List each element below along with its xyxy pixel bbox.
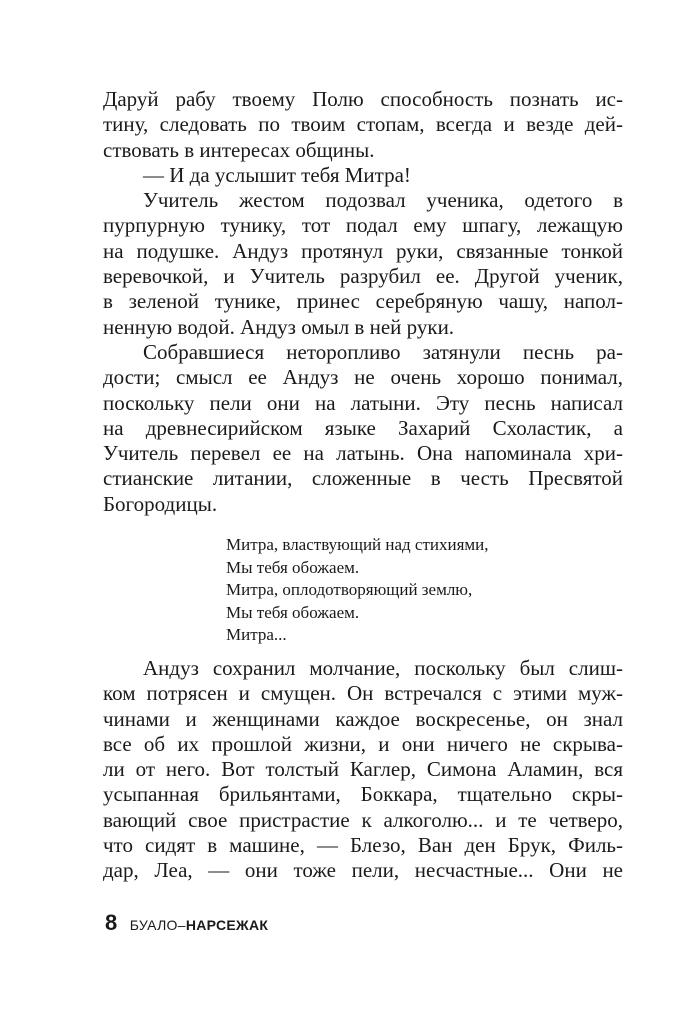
author-name-second: НАРСЕЖАК — [185, 917, 269, 933]
text-line: — И да услышит тебя Митра! — [143, 162, 411, 187]
text-line: дости; смысл ее Андуз не очень хорошо понимал, — [103, 365, 623, 390]
text-line: ствовать в интересах общины. — [103, 137, 375, 162]
text-line: чинами и женщинами каждое воскресенье, он знал — [103, 706, 623, 731]
text-line: в зеленой тунике, принес серебряную чашу, напол- — [103, 289, 623, 314]
text-line: Богородицы. — [103, 491, 218, 516]
text-line: Даруй рабу твоему Полю способность познать ис- — [103, 87, 623, 111]
main-text-top — [103, 87, 623, 517]
text-line: веревочкой, и Учитель разрубил ее. Другой ученик, — [103, 264, 623, 289]
poem-line: Мы тебя обожаем. — [226, 557, 360, 577]
poem-line: Мы тебя обожаем. — [226, 602, 360, 622]
poem-line: Митра... — [226, 625, 287, 644]
text-line: Учитель жестом подозвал ученика, одетого в — [143, 188, 623, 213]
text-line: поскольку пели они на латыни. Эту песнь написал — [103, 390, 623, 415]
poem-block — [226, 534, 556, 647]
page-number: 8 — [105, 910, 118, 935]
text-line: Собравшиеся неторопливо затянули песнь ра- — [143, 339, 623, 364]
text-line: на древнесирийском языке Захарий Схоластик, а — [103, 415, 623, 440]
text-line: ли от него. Вот толстый Каглер, Симона Аламин, вся — [103, 757, 623, 782]
text-line: Учитель перевел ее на латынь. Она напоминала хри- — [103, 441, 623, 466]
text-line: на подушке. Андуз протянул руки, связанные тонкой — [103, 238, 623, 263]
text-line: пурпурную тунику, тот подал ему шпагу, лежащую — [103, 213, 623, 238]
text-line: ком потрясен и смущен. Он встречался с этими муж- — [103, 681, 623, 706]
text-line: тину, следовать по твоим стопам, всегда и везде дей- — [103, 112, 623, 137]
text-line: дар, Леа, — они тоже пели, несчастные... Они не — [103, 858, 623, 883]
main-text-bottom — [103, 656, 623, 884]
author-name-first: БУАЛО– — [129, 917, 186, 933]
page-footer — [105, 910, 268, 936]
text-line: что сидят в машине, — Блезо, Ван ден Брук, Филь- — [103, 833, 623, 858]
text-line: усыпанная брильянтами, Боккара, тщательно скры- — [103, 782, 623, 807]
text-line: вающий свое пристрастие к алкоголю... и те четверо, — [103, 807, 623, 832]
poem-line: Митра, оплодотворяющий землю, — [226, 580, 473, 599]
text-line: все об их прошлой жизни, и они ничего не скрыва- — [103, 731, 623, 756]
text-line: стианские литании, сложенные в честь Пресвятой — [103, 466, 623, 491]
poem-line: Митра, властвующий над стихиями, — [226, 535, 489, 554]
text-line: Андуз сохранил молчание, поскольку был слиш- — [143, 656, 623, 680]
text-line: ненную водой. Андуз омыл в ней руки. — [103, 314, 455, 339]
